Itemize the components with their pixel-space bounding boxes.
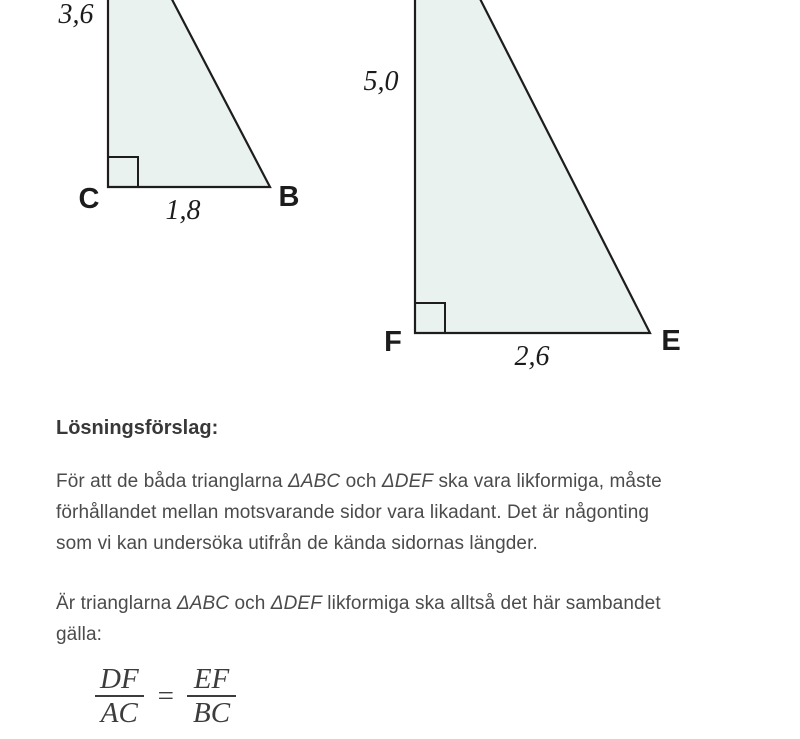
solution-paragraph-1 [56, 466, 662, 559]
solution-paragraph-2 [56, 588, 661, 650]
vertex-label-b: B [278, 181, 300, 213]
fraction-left-denominator: AC [95, 695, 144, 728]
equals-sign: = [157, 680, 175, 712]
solution-heading: Lösningsförslag: [56, 417, 219, 439]
proportion-formula [94, 664, 236, 728]
text-line: som vi kan undersöka utifrån de kända sidornas längder. [56, 533, 538, 554]
text-line: Är trianglarna ΔABC och ΔDEF likformiga ska alltså det här sambandet [56, 593, 661, 614]
vertex-label-e: E [661, 325, 681, 357]
side-label-ac: 3,6 [58, 0, 94, 30]
fraction-right-denominator: BC [187, 695, 236, 728]
fraction-left-numerator: DF [100, 663, 139, 695]
fraction-left [94, 664, 145, 728]
fraction-right-numerator: EF [193, 663, 230, 695]
vertex-label-f: F [384, 326, 402, 358]
triangle-def-shape [415, 0, 650, 333]
fraction-right [187, 664, 236, 728]
text-line: gälla: [56, 624, 103, 645]
side-label-fe: 2,6 [514, 341, 550, 372]
triangle-abc-shape [108, 0, 270, 187]
text-line: förhållandet mellan motsvarande sidor vara likadant. Det är någonting [56, 502, 650, 523]
vertex-label-c: C [78, 183, 100, 215]
side-label-df: 5,0 [363, 66, 399, 97]
text-line: För att de båda trianglarna ΔABC och ΔDEF ska vara likformiga, måste [56, 471, 662, 492]
side-label-cb: 1,8 [165, 195, 201, 226]
